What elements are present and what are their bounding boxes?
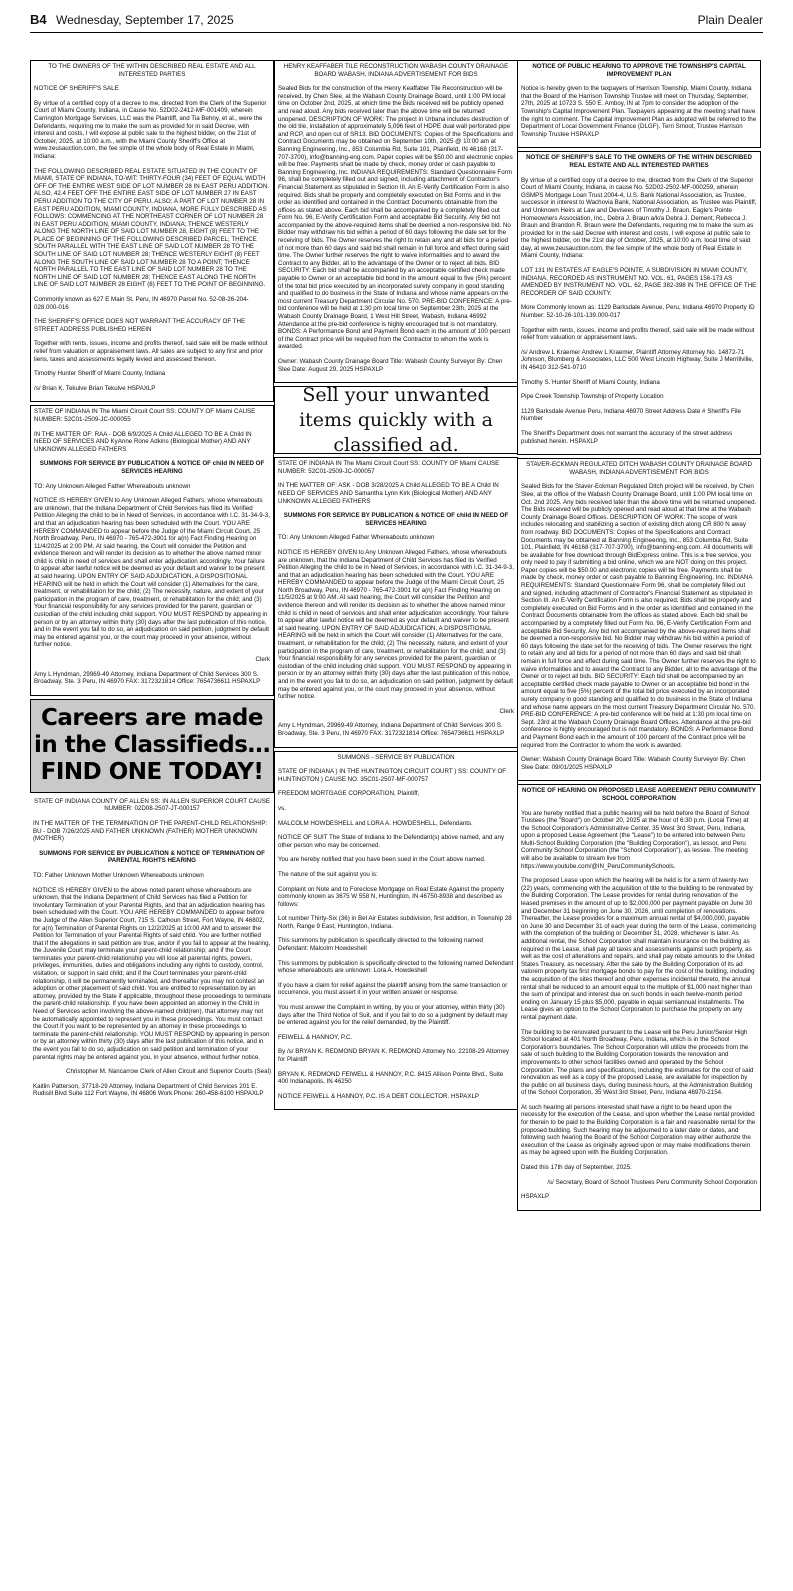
notice-paragraph: /s/ Andrew L Kraemer Andrew L Kraemer, Plaintiff Attorney Attorney No. 14872-71 Johnson, Blumberg & Associates, LLC 500 West Lincoln Highway, Suite J Merrillville, IN 46410 312-541-9710: [521, 348, 754, 371]
notice-heading: TO THE OWNERS OF THE WITHIN DESCRIBED REAL ESTATE AND ALL INTERESTED PARTIES: [48, 63, 256, 78]
notice-heading: STATE OF INDIANA COUNTY OF ALLEN SS: IN ALLEN SUPERIOR COURT CAUSE NUMBER: 02D08-2507-JT-000157: [34, 797, 270, 813]
notice-paragraph: TO: Any Unknown Alleged Father Whereabouts unknown: [34, 482, 191, 490]
notice-paragraph: You must answer the Complaint in writing, by you or your attorney, within thirty (30) days after the Third Notice of Suit, and if you fail to do so a judgment by default may be entered against you for the relief demanded, by the Plaintiff.: [278, 1004, 508, 1027]
notice-heading: NOTICE OF SHERIFF'S SALE TO THE OWNERS OF THE WITHIN DESCRIBED REAL ESTATE AND ALL INTERESTED PARTIES: [526, 154, 752, 169]
notice-paragraph: Dated this 17th day of September, 2025.: [521, 1164, 632, 1172]
column-left: [30, 60, 274, 1110]
notice-paragraph: Timothy S. Hunter Sheriff of Miami County, Indiana: [521, 378, 660, 386]
legal-notice: [30, 796, 274, 1107]
notice-paragraph: /s/ Brian K. Tekulve Brian Tekulve HSPAXLP: [34, 384, 156, 392]
notice-paragraph: TO: Father Unknown Mother Unknown Whereabouts unknown: [33, 871, 204, 879]
notice-paragraph: HSPAXLP: [521, 1193, 550, 1201]
notice-heading: SUMMONS - SERVICE BY PUBLICATION: [337, 753, 455, 761]
notice-paragraph: FEIWELL & HANNOY, P.C.: [278, 1033, 353, 1041]
notice-heading: STATE OF INDIANA IN The Miami Circuit Court SS: COUNTY OF Miami CAUSE NUMBER: 52C01-2509-JC-000057: [278, 460, 500, 475]
notice-paragraph: IN THE MATTER OF THE TERMINATION OF THE PARENT-CHILD RELATIONSHIP: BU - DOB 7/26/2025 AND FATHER UNKNOWN (FATHER) MOTHER UNKNOWN (MOTHER): [33, 819, 268, 843]
notice-paragraph: NOTICE FEIWELL & HANNOY, P.C. IS A DEBT COLLECTOR. HSPAXLP: [278, 1092, 480, 1100]
notice-paragraph: Notice is hereby given to the taxpayers of Harrison Township, Miami County, Indiana that the Board of the Harrison Township Trustee will meet on Thursday, September, 27th, 2025 at 10723 S. 550 E. Amboy, IN at 7pm to consider the adoption of the Township's Capital Improvement Plan. Taxpayers appearing at the meeting shall have the right to comment. The Capital Improvement Plan as adopted will be referred to the Department of Local Government Finance (DLGF). Terri Smoot, Trustee Harrison Township Trustee HSPAXLP: [521, 85, 757, 138]
notice-paragraph: SUMMONS FOR SERVICE BY PUBLICATION & NOTICE OF child IN NEED OF SERVICES HEARING: [39, 460, 265, 475]
notice-paragraph: NOTICE IS HEREBY GIVEN to the above noted parent whose whereabouts are unknown, that the Indiana Department of Child Services has filed a Petition for Involuntary Termination of your Parental Rights, and that an adjudication hearing has been scheduled with the Court. YOU ARE HEREBY COMMANDED to appear before the Judge of the Allen Superior Court, 715 S. Calhoun Street, Fort Wayne, IN 46802, for a(n) Termination of Parental Rights on 12/2/2025 at 10:00 AM and to answer the Petition for Termination of your Parental Rights of said child. You are further notified that if the allegations in said petition are true, and/or if you fail to appear at the hearing, the Juvenile Court may terminate your parent-child relationship; and if the Court terminates your parent-child relationship you will lose all parental rights, powers, privileges, immunities, duties and obligations including any rights to custody, control, visitation, or support in said child; and if the Court terminates your parent-child relationship, it will be permanently terminated, and thereafter you may not contest an adoption or other placement of said child. You are entitled to representation by an attorney, provided by the State if applicable, throughout these proceedings to terminate the parent-child relationship. If you have been appointed an attorney in the Child in Need of Services action involving the above-named child(ren), that attorney may not be automatically appointed to represent you in these proceedings. You must contact the Court if you want to be represented by an attorney in these proceedings to terminate the parent-child relationship. YOU MUST RESPOND by appearing in person or by an attorney within thirty (30) days after the last publication of this notice, and in the event you fail to do so, adjudication on said petition and termination of your parental rights may be entered against you, in your absence, without further notice.: [33, 886, 271, 1061]
legal-notice: [274, 60, 518, 383]
notice-paragraph: The nature of the suit against you is:: [278, 870, 378, 878]
notice-heading: STATE OF INDIANA IN The Miami Circuit Court SS: COUNTY OF Miami CAUSE NUMBER: 52C01-2509-JC-000055: [34, 408, 256, 423]
notice-paragraph: Clerk: [255, 656, 270, 663]
legal-notice: [517, 458, 761, 781]
notice-paragraph: If you have a claim for relief against the plaintiff arising from the same transaction or occurrence, you must assert it in your written answer or response.: [278, 981, 508, 997]
page-number: B4: [30, 12, 47, 27]
notice-paragraph: Owner: Wabash County Drainage Board Title: Wabash County Surveyor By: Chen Slee Date: August 29, 2025 HSPAXLP: [278, 357, 503, 373]
notice-paragraph: Clerk: [499, 707, 514, 715]
notice-paragraph: NOTICE OF SUIT The State of Indiana to the Defendant(s) above named, and any other person who may be concerned.: [278, 834, 505, 849]
notice-paragraph: IN THE MATTER OF: ASK - DOB 3/28/2025 A Child ALLEGED TO BE A Child IN NEED OF SERVICES AND Samantha Lynn Kirk (Biological Mother) AND ANY UNKNOWN ALLEGED FATHERS: [278, 482, 499, 505]
notice-paragraph: By virtue of a certified copy of a decree to me, directed from the Clerk of the Superior Court of Miami County, Indiana, in cause No. 52D02-2502-MF-000259, wherein GSMPS Mortgage Loan Trust 2004-4, U.S. Bank National Association, as Trustee, successor in interest to Wachovia Bank, National Association, as Trustee was Plaintiff, and Unknown Heirs at Law and Devisees of Timothy J. Braun, Eagle's Pointe Homeowners Association, Inc., Debra J. Braun a/k/a Debra J. Dement, Rebecca J. Braun and Brandon R. Braun were the Defendants, requiring me to make the sum as provided for in the said Decree with interest and costs, I will expose at public sale to the highest bidder, on the 21st day of October, 2025, at 10:00 a.m. local time of said day, at www.zeusauction.com, the fee simple of the whole body of Real Estate in Miami County, Indiana:: [521, 176, 757, 260]
notice-paragraph: NOTICE OF SHERIFF'S SALE: [34, 85, 119, 93]
notice-paragraph: Pipe Creek Township Township of Property Location: [521, 393, 664, 401]
notice-paragraph: Together with rents, issues, income and profits thereof, said sale will be made without relief from valuation or appraisement laws.: [521, 326, 755, 342]
classified-ad-sell: Sell your unwanted items quickly with a classified ad.: [274, 386, 518, 454]
notice-paragraph: SUMMONS FOR SERVICE BY PUBLICATION & NOTICE OF TERMINATION OF PARENTAL RIGHTS HEARING: [39, 849, 265, 865]
notice-paragraph: MALCOLM HOWDESHELL and LORA A. HOWDESHELL, Defendants.: [278, 819, 473, 827]
notice-paragraph: IN THE MATTER OF: RAA - DOB 6/9/2025 A Child ALLEGED TO BE A Child IN NEED OF SERVICES AND KyAnne Rone Adkins (Biological Mother) AND ANY UNKNOWN ALLEGED FATHERS: [34, 430, 252, 453]
notice-paragraph: At such hearing all persons interested shall have a right to be heard upon the necessity for the execution of the Lease, and upon whether the Lease rental provided for therein to be paid to the Building Corporation is a fair and reasonable rental for the proposed building. Such hearing may be adjourned to a later date or dates, and following such hearing the Board of the School Corporation may either authorize the execution of the Lease as originally agreed upon or may make modifications therein as may be agreed upon with the Building Corporation.: [521, 1103, 756, 1157]
notice-paragraph: The building to be renovated pursuant to the Lease will be Peru Junior/Senior High School located at 401 North Broadway, Peru, Indiana, which is in the School Corporation's boundaries. The School Corporation will utilize the proceeds from the sale of such building to the Building Corporation towards the renovation and improvements to other school facilities owned and operated by the School Corporation. The plans and specifications, including the estimates for the cost of said renovation as well as a copy of the proposed Lease, are available for inspection by the public on all business days, during business hours, at the Administration Building of the School Corporation, 35 West 3rd Street, Peru, Indiana 46970-2154.: [521, 1028, 754, 1097]
legal-notice: [30, 405, 274, 695]
notice-paragraph: FREEDOM MORTGAGE CORPORATION, Plaintiff,: [278, 790, 420, 798]
notice-paragraph: 1129 Barksdale Avenue Peru, Indiana 46970 Street Address Date # Sheriff's File Number: [521, 407, 741, 423]
notice-paragraph: /s/ Secretary, Board of School Trustees Peru Community School Corporation: [547, 1178, 757, 1186]
notice-paragraph: NOTICE IS HEREBY GIVEN to Any Unknown Alleged Fathers, whose whereabouts are unknown, that the Indiana Department of Child Services has filed its Verified Petition Alleging the child to be in Need of Services, in accordance with I.C. 31-34-9-3, and that an adjudication hearing has been scheduled with the Court. YOU ARE HEREBY COMMANDED to appear before the Judge of the Miami Circuit Court, 25 North Broadway, Peru, IN 46970 - 765-472-3901 for a(n) Fact Finding Hearing on 11/5/2025 at 9:00 AM. At said hearing, the Court will consider the Petition and evidence thereon and will render its decision as to whether the above named minor child is child in need of services and shall enter adjudication accordingly. Your failure to appear after lawful notice will be deemed as your default and waiver to be present at said hearing. UPON ENTRY OF SAID ADJUDICATION, A DISPOSITIONAL HEARING will be held in which the Court will consider (1) Alternatives for the care, treatment, or rehabilitation for the child; (2) The necessity, nature, and extent of your participation in the program of care, treatment, or rehabilitation for the child; and (3) Your financial responsibility for any services provided for the parent, guardian or custodian of the child including child support. YOU MUST RESPOND by appearing in person or by an attorney within thirty (30) days after the last publication of this notice, and in the event you fail to do so, an adjudication on said petition, judgment by default may be entered against you, or the court may proceed in your absence, without further notice.: [278, 548, 514, 701]
notice-paragraph: The proposed Lease upon which the hearing will be held is for a term of twenty-two (22) years, commencing with the acquisition of title to the building to be renovated by the Building Corporation. The Lease provides for rental during renovation of the leased premises in the amount of up to $2,000,000 per payment payable on June 30 and December 31 beginning on June 30, 2026, until completion of renovations. Thereafter, the Lease provides for a maximum annual rental of $4,000,000, payable on June 30 and December 31 of each year during the term of the Lease, commencing with the completion of the building or December 31, 2028, whichever is later. As additional rental, the School Corporation shall maintain insurance on the building as required in the Lease, shall pay all taxes and assessments against such property, as well as the cost of alterations and repairs, and shall pay rebate amounts to the United States Treasury, as necessary. After the sale by the Building Corporation of its ad valorem property tax first mortgage bonds to pay for the cost of the building, including the acquisition of the sites thereof and other expenses incidental thereto, the annual rental shall be reduced to an amount equal to the multiple of $1,000 next higher than the sum of principal and interest due on such bonds in each twelve-month period ending on January 15 plus $5,000, payable in equal semiannual installments. The Lease gives an option to the School Corporation to purchase the property on any rental payment date.: [521, 877, 756, 1021]
legal-notice: [517, 60, 761, 148]
notice-paragraph: Timothy Hunter Sheriff of Miami County, Indiana: [34, 370, 166, 378]
notice-paragraph: Together with rents, issues, income and profits thereof, said sale will be made without relief from valuation or appraisement laws. All sales are subject to any first and prior liens, taxes and assessments legally levied and assessed thereon.: [34, 340, 268, 363]
notice-heading: HENRY KEAFFABER TILE RECONSTRUCTION WABASH COUNTY DRAINAGE BOARD WABASH, INDIANA ADVERTISEMENT FOR BIDS: [283, 63, 509, 78]
notice-paragraph: SUMMONS FOR SERVICE BY PUBLICATION & NOTICE OF child IN NEED OF SERVICES HEARING: [283, 512, 509, 527]
legal-notice: [274, 751, 518, 1111]
notice-paragraph: THE FOLLOWING DESCRIBED REAL ESTATE SITUATED IN THE COUNTY OF MIAMI, STATE OF INDIANA, TO-WIT: THIRTY-FOUR (34) FEET OF EQUAL WIDTH OFF OF THE ENTIRE WEST SIDE OF LOT NUMBER 28 IN EAST PERU ADDITION. ALSO, 42.4 FEET OFF THE ENTIRE EAST SIDE OF LOT NUMBER 27 IN EAST PERU ADDITION TO THE CITY OF PERU. ALSO; A PART OF LOT NUMBER 28 IN EAST PERU ADDITION, MIAMI COUNTY, INDIANA, MORE FULLY DESCRIBED AS FOLLOWS: COMMENCING AT THE NORTHEAST CORNER OF LOT NUMBER 28 IN EAST PERU ADDITION, MIAMI COUNTY, INDIANA; THENCE WESTERLY ALONG THE NORTH LINE OF SAID LOT NUMBER 28, EIGHT (8) FEET TO THE PLACE OF BEGINNING OF THE FOLLOWING DESCRIBED PARCEL; THENCE SOUTH PARALLEL WITH THE EAST LINE OF SAID LOT NUMBER 28 TO THE SOUTH LINE OF SAID LOT NUMBER 28; THENCE WESTERLY EIGHT (8) FEET ALONG THE SOUTH LINE OF SAID LOT NUMBER 28 TO A POINT; THENCE NORTH PARALLEL TO THE EAST LINE OF SAID LOT NUMBER 28 TO THE NORTH LINE OF SAID LOT NUMBER 28; THENCE EAST ALONG THE NORTH LINE OF SAID LOT NUMBER 28 EIGHT (8) FEET TO THE POINT OF BEGINNING.: [34, 167, 270, 289]
notice-paragraph: Complaint on Note and to Foreclose Mortgage on Real Estate Against the property commonly known as 3675 W 558 N, Huntington, IN 46750-8938 and described as follows:: [278, 885, 504, 908]
notice-paragraph: BRYAN K. REDMOND FEIWELL & HANNOY, P.C. 8415 Allison Pointe Blvd., Suite 400 Indianapolis, IN 46250: [278, 1070, 504, 1086]
page-header: [30, 10, 763, 33]
issue-date: Wednesday, September 17, 2025: [56, 13, 234, 27]
notice-heading: NOTICE OF PUBLIC HEARING TO APPROVE THE TOWNSHIP'S CAPITAL IMPROVEMENT PLAN: [532, 63, 746, 78]
notice-paragraph: This summons by publication is specifically directed to the following named Defendant whose whereabouts are unknown: Lora A. Howdeshell: [278, 959, 514, 975]
notice-paragraph: Amy L Hyndman, 29969-49 Attorney, Indiana Department of Child Services 300 S. Broadway, Ste. 3 Peru, IN 46970 FAX: 3172321814 Office: 7654736611 HSPAXLP: [34, 670, 261, 686]
notice-paragraph: THE SHERIFF'S OFFICE DOES NOT WARRANT THE ACCURACY OF THE STREET ADDRESS PUBLISHED HEREIN: [34, 318, 246, 333]
notice-paragraph: Sealed Bids for the construction of the Henry Keaffaber Tile Reconstruction will be received, by Chen Slee, at the Wabash County Drainage Board, until 1:00 PM local time on October 2nd, 2025, at which time the Bids received will be publicly opened and read aloud. Any bids received later than the above time will be returned unopened. DESCRIPTION OF WORK: The project in Urbana includes destruction of the old tile, installation of approximately 5,096 feet of HDPE dual wall perforated pipe and RCP, and open cut of SR13. BID DOCUMENTS: Copies of the Specifications and Contract Documents may be obtained on September 10th, 2025 @ 10:00 am at Banning Engineering, Inc., 853 Columbia Rd, Suite 101, Plainfield, IN 46168 (317-707-3700), info@banning-eng.com. Paper copies will be $50.00 and electronic copies will be free. Payments shall be made by check, money order or cash payable to Banning Engineering, Inc. INDIANA REQUIREMENTS: Standard Questionnaire Form 96, shall be completely filled out and signed, including attachment of Contractor's Financial Statement as stipulated in Section III. An E-Verify Certification Form is also required. Bids shall be properly and completely executed on Bid Forms and in the order as identified and contained in the Contract Documents obtainable from the offices as stated above. Each bid shall be accompanied by a completely filled out Form No. 96, E-Verify Certification Form and acceptable Bid Security. Any bid not accompanied by the above-required items shall be deemed a non-responsive bid. No Bidder may withdraw his bid within a period of 60 days following the date set for the receiving of bids. The Owner reserves the right to retain any and all bids for a period of not more than 60 days and said bid shall remain in full force and effect during said time. The Owner further reserves the right to waive informalities and to award the Contract to any Bidder, all to the advantage of the Owner or to reject all bids. BID SECURITY: Each bid shall be accompanied by an acceptable certified check made payable to Owner or an acceptable bid bond in the amount equal to five (5%) percent of the total bid price executed by an incorporated surety company in good standing and qualified to do business in the State of Indiana and whose name appears on the most current Treasury Department Circular No. 570. PRE-BID CONFERENCE: A pre-bid conference will be held at 1:30 pm local time on September 23th, 2025 at the Wabash County Drainage Board, 1 West Hill Street, Wabash, Indiana 46992 Attendance at the pre-bid conference is highly encouraged but is not mandatory. BONDS: A Performance Bond and Payment Bond each in the amount of 100 percent of the Contract price will be required from the Contractor to whom the work is awarded.: [278, 85, 513, 351]
notice-paragraph: NOTICE IS HEREBY GIVEN to Any Unknown Alleged Fathers, whose whereabouts are unknown, that the Indiana Department of Child Services has filed its Verified Petition Alleging the child to be in Need of Services, in accordance with I.C. 31-34-9-3, and that an adjudication hearing has been scheduled with the Court. YOU ARE HEREBY COMMANDED to appear before the Judge of the Miami Circuit Court, 25 North Broadway, Peru, IN 46970 - 765-472-3901 for a(n) Fact Finding Hearing on 11/4/2025 at 2:00 PM. At said hearing, the Court will consider the Petition and evidence thereon and will render its decision as to whether the above named minor child is child in need of services and shall enter adjudication accordingly. Your failure to appear after lawful notice will be deemed as your default and waiver to be present at said hearing. UPON ENTRY OF SAID ADJUDICATION, A DISPOSITIONAL HEARING will be held in which the Court will consider (1) Alternatives for the care, treatment, or rehabilitation for the child; (2) The necessity, nature, and extent of your participation in the program of care, treatment, or rehabilitation for the child; and (3) Your financial responsibility for any services provided for the parent, guardian or custodian of the child including child support. YOU MUST RESPOND by appearing in person or by an attorney within thirty (30) days after the last publication of this notice, and in the event you fail to do so, an adjudication on said petition, judgment by default may be entered against you, or the court may proceed in your absence, without further notice.: [34, 497, 270, 649]
notice-paragraph: You are hereby notified that you have been sued in the Court above named.: [278, 856, 486, 864]
legal-notice: [30, 60, 274, 402]
notice-paragraph: Amy L Hyndman, 29969-49 Attorney, Indiana Department of Child Services 300 S. Broadway, Ste. 3 Peru, IN 46970 FAX: 3172321814 Office: 7654736611 HSPAXLP: [278, 722, 505, 737]
notice-paragraph: vs.: [278, 804, 286, 812]
notice-paragraph: Sealed Bids for the Staver-Eckman Regulated Ditch project will be received, by Chen Slee, at the office of the Wabash County Drainage Board, until 1:00 PM local time on Oct. 2nd 2025. Any bids received later than the above time will be returned unopened. The Bids received will be publicly opened and read aloud at that time at the Wabash County Drainage Board Offices. DESCRIPTION OF WORK: The scope of work includes relocating and stabilizing a section of existing ditch along CR 800 N away from roadway. BID DOCUMENTS: Copies of the Specifications and Contract Documents may be obtained at Banning Engineering, Inc., 853 Columbia Rd, Suite 101, Plainfield, IN 46168 (317-707-3700), info@banning-eng.com. All documents will be available for free download through BidExpress online. This is a free service, you only need to pay if submitting a bid online, which we are NOT doing on this project. Paper copies will be $50.00 and electronic copies will be free. Payments shall be made by check, money order or cash payable to Banning Engineering, Inc. INDIANA REQUIREMENTS: Standard Questionnaire Form 96, shall be completely filled out and signed, including attachment of Contractor's Financial Statement as stipulated in Section III. An E-Verify Certification Form is also required. Bids shall be properly and completely executed on Bid Forms and in the order as identified and contained in the Contract Documents obtainable from the offices as stated above. Each bid shall be accompanied by a completely filled out Form No. 96, E-Verify Certification Form and acceptable Bid Security. Any bid not accompanied by the above-required items shall be deemed a non-responsive bid. No Bidder may withdraw his bid within a period of 60 days following the date set for the receiving of bids. The Owner reserves the right to retain any and all bids for a period of not more than 60 days and said bid shall remain in full force and effect during said time. The Owner further reserves the right to waive informalities and to award the Contract to any Bidder, all to the advantage of the Owner or to reject all bids. BID SECURITY: Each bid shall be accompanied by an acceptable certified check made payable to Owner or an acceptable bid bond in the amount equal to five (5%) percent of the total bid price executed by an incorporated surety company in good standing and qualified to do business in the State of Indiana and whose name appears on the most current Treasury Department Circular No. 570. PRE-BID CONFERENCE: A pre-bid conference will be held at 1:30 pm local time on Sept. 23rd at the Wabash County Drainage Board Offices. Attendance at the pre-bid conference is highly encouraged but is not mandatory. BONDS: A Performance Bond and Payment Bond each in the amount of 100 percent of the Contract price will be required from the Contractor to whom the work is awarded.: [521, 483, 757, 749]
column-middle: [274, 60, 518, 1113]
notice-paragraph: By /s/ BRYAN K. REDMOND BRYAN K. REDMOND Attorney No. 22108-29 Attorney for Plaintiff: [278, 1048, 509, 1063]
notice-paragraph: Kaitlin Patterson, 37718-29 Attorney, Indiana Department of Child Services 201 E. Rudisill Blvd Suite 112 Fort Wayne, IN 46806 Work Phone: 260-458-6100 HSPAXLP: [33, 1082, 264, 1098]
publication-name: Plain Dealer: [697, 13, 763, 27]
notice-paragraph: TO: Any Unknown Alleged Father Whereabouts unknown: [278, 534, 435, 542]
legal-notice: [517, 784, 761, 1211]
notice-paragraph: Commonly known as 627 E Main St, Peru, IN 46970 Parcel No. 52-08-26-204-028.000-016: [34, 296, 249, 311]
notice-paragraph: By virtue of a certified copy of a decree to me, directed from the Clerk of the Superior Court of Miami County, Indiana, in Cause No. 52D02-2412-MF-001409, wherein Carrington Mortgage Services, LLC was the Plaintiff, and Tia Behny, et al., were the Defendants, requiring me to make the sum as provided for in said Decree, with interest and costs, I will expose at public sale to the highest bidder, on the 21st of October, 2025, at 10:00 a.m., with the Miami County Sheriff's Office at www.zeusauction.com, the fee simple of the whole body of Real Estate in Miami, Indiana:: [34, 99, 267, 160]
notice-paragraph: STATE OF INDIANA ) IN THE HUNTINGTON CIRCUIT COURT ) SS: COUNTY OF HUNTINGTON ) CAUSE NO. 35C01-2507-MF-000757: [278, 768, 507, 783]
notice-paragraph: You are hereby notified that a public hearing will be held before the Board of School Trustees (the "Board") on October 20, 2025 at the hour of 6:30 p.m. (Local Time) at the School Corporation's Administrative Center, 35 West 3rd Street, Peru, Indiana, upon a proposed Lease Agreement (the "Lease") to be entered into between Peru Multi-School Building Corporation (the "Building Corporation"), as lessor, and Peru Community School Corporation (the "School Corporation"), as lessee. The meeting will also be available to stream live from https://www.youtube.com/@IN_PeruCommunitySchools.: [521, 809, 750, 870]
notice-paragraph: Owner: Wabash County Drainage Board Title: Wabash County Surveyor By: Chen Slee Date: 09/01/2025 HSPAXLP: [521, 756, 746, 771]
column-right: [517, 60, 761, 1214]
notice-paragraph: Christopher M. Nancarrow Clerk of Allen Circuit and Superior Courts (Seal): [66, 1068, 271, 1076]
legal-notice: [517, 151, 761, 455]
notice-heading: NOTICE OF HEARING ON PROPOSED LEASE AGREEMENT PERU COMMUNITY SCHOOL CORPORATION: [522, 787, 756, 802]
notice-paragraph: More Commonly known as: 1129 Barksdale Avenue, Peru, Indiana 46970 Property ID Number: 52-10-26-101-139.000-017: [521, 304, 755, 320]
notice-paragraph: This summons by publication is specifically directed to the following named Defendant: Malcolm Howdeshell: [278, 937, 483, 953]
notice-paragraph: Lot number Thirty-Six (36) in Bel Air Estates subdivision, first addition, in Township 28 North, Range 9 East, Huntington, Indiana.: [278, 915, 512, 930]
legal-notice: [274, 457, 518, 747]
notice-paragraph: LOT 131 IN ESTATES AT EAGLE'S POINTE, A SUBDIVISION IN MIAMI COUNTY, INDIANA, RECORDED AS INSTRUMENT NO. VOL. 61, PAGES 156-173 AS AMENDED BY INSTRUMENT NO. VOL. 62, PAGE 382-398 IN THE OFFICE OF THE RECORDER OF SAID COUNTY.: [521, 267, 757, 297]
notice-paragraph: The Sheriff's Department does not warrant the accuracy of the street address published herein. HSPAXLP: [521, 429, 733, 445]
classified-ad-careers: Careers are made in the Classifieds… FIND ONE TODAY!: [30, 699, 274, 793]
notice-heading: STAVER-ECKMAN REGULATED DITCH WABASH COUNTY DRAINAGE BOARD WABASH, INDIANA ADVERTISEMENT FOR BIDS: [526, 461, 752, 476]
